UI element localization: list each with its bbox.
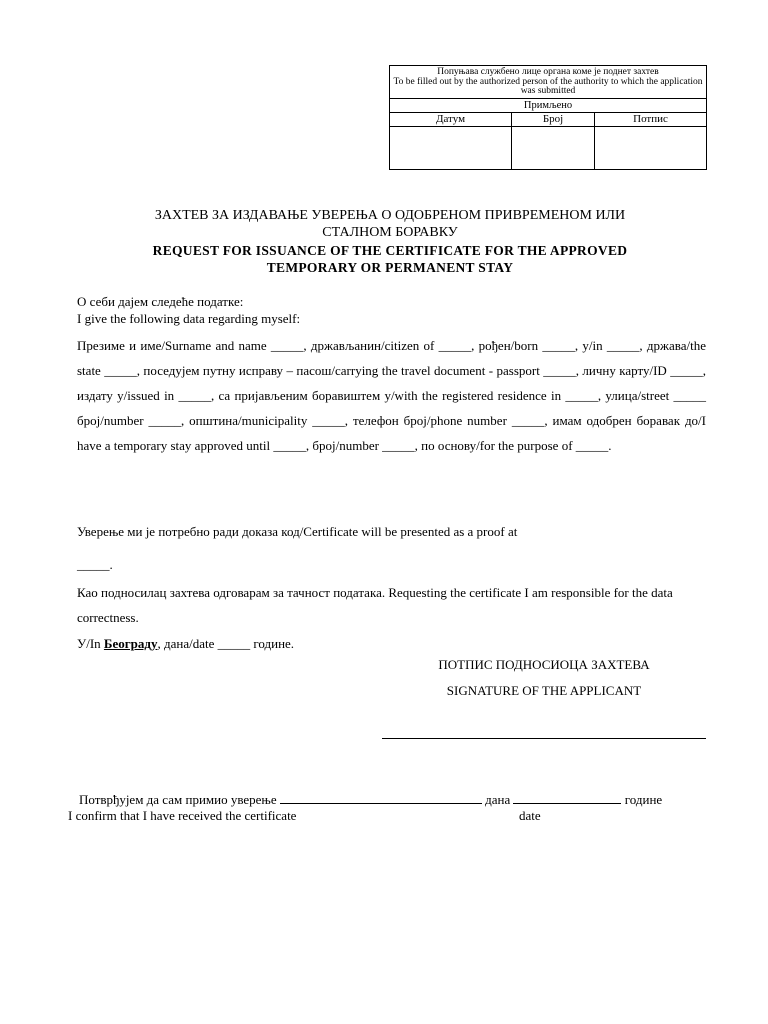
responsibility-statement: Као подносилац захтева одговарам за тачност података. Requesting the certificate I am responsible for the data correctness. xyxy=(77,585,673,625)
intro xyxy=(77,293,706,327)
place-date-suffix: , дана/date _____ године. xyxy=(157,636,295,651)
date-column-header: Датум xyxy=(390,112,512,126)
received-header: Примљено xyxy=(390,98,707,112)
certificate-purpose-blank: _____. xyxy=(77,557,113,572)
place-date-line xyxy=(77,631,706,656)
confirm-text-cyrillic: Потврђујем да сам примио уверење xyxy=(79,792,277,807)
office-use-note xyxy=(390,66,707,99)
signature-column-header: Потпис xyxy=(595,112,707,126)
certificate-purpose-text: Уверење ми је потребно ради доказа код/Certificate will be presented as a proof at xyxy=(77,524,518,539)
title-english-line2: TEMPORARY OR PERMANENT STAY xyxy=(266,260,514,275)
receipt-confirmation-cyrillic xyxy=(79,791,662,808)
title-english xyxy=(40,242,740,276)
title-cyrillic-line1: ЗАХТЕВ ЗА ИЗДАВАЊЕ УВЕРЕЊА О ОДОБРЕНОМ ПРИВРЕМЕНОМ ИЛИ xyxy=(154,208,626,223)
confirm-year-label: године xyxy=(624,792,663,807)
number-column-header: Број xyxy=(512,112,595,126)
title-english-line1: REQUEST FOR ISSUANCE OF THE CERTIFICATE FOR THE APPROVED xyxy=(152,243,628,258)
place-prefix: У/In xyxy=(77,636,104,651)
receipt-date-label: date xyxy=(519,808,541,823)
office-note-cyrillic: Попуњава службено лице органа коме је поднет захтев xyxy=(437,67,659,77)
intro-english: I give the following data regarding myself: xyxy=(77,311,301,326)
number-cell[interactable] xyxy=(512,126,595,169)
signature-cell[interactable] xyxy=(595,126,707,169)
signature-label-cyrillic: ПОТПИС ПОДНОСИОЦА ЗАХТЕВА xyxy=(438,657,650,672)
title-cyrillic-line2: СТАЛНОМ БОРАВКУ xyxy=(322,225,458,240)
receiver-signature-line[interactable] xyxy=(280,791,482,804)
receipt-confirmation-english: I confirm that I have received the certificate xyxy=(68,808,297,823)
title-cyrillic xyxy=(40,207,740,241)
certificate-purpose xyxy=(77,515,706,581)
date-cell[interactable] xyxy=(390,126,512,169)
applicant-signature-line[interactable] xyxy=(382,738,706,739)
signature-label-english: SIGNATURE OF THE APPLICANT xyxy=(446,683,642,698)
confirm-day-label: дана xyxy=(485,792,511,807)
intro-cyrillic: О себи дајем следеће податке: xyxy=(77,294,244,309)
receipt-date-line[interactable] xyxy=(513,791,621,804)
city-name: Београду xyxy=(103,636,158,651)
office-use-box xyxy=(389,65,707,170)
personal-data-paragraph: Презиме и име/Surname and name _____, држављанин/citizen of _____, рођен/born _____, у/in _____, држава/the state _____, поседујем путну исправу – пасош/carrying the travel document - passport _____, личну карту/ID _____, издату у/issued in _____, са пријављеним боравиштем у/with the registered residence in _____, улица/street _____ број/number _____, општина/municipality _____, телефон број/phone number _____, имам одобрен боравак до/I have a temporary stay approved until _____, број/number _____, по основу/for the purpose of _____. xyxy=(77,338,706,453)
office-note-english: To be filled out by the authorized person of the authority to which the application was submitted xyxy=(393,76,703,96)
